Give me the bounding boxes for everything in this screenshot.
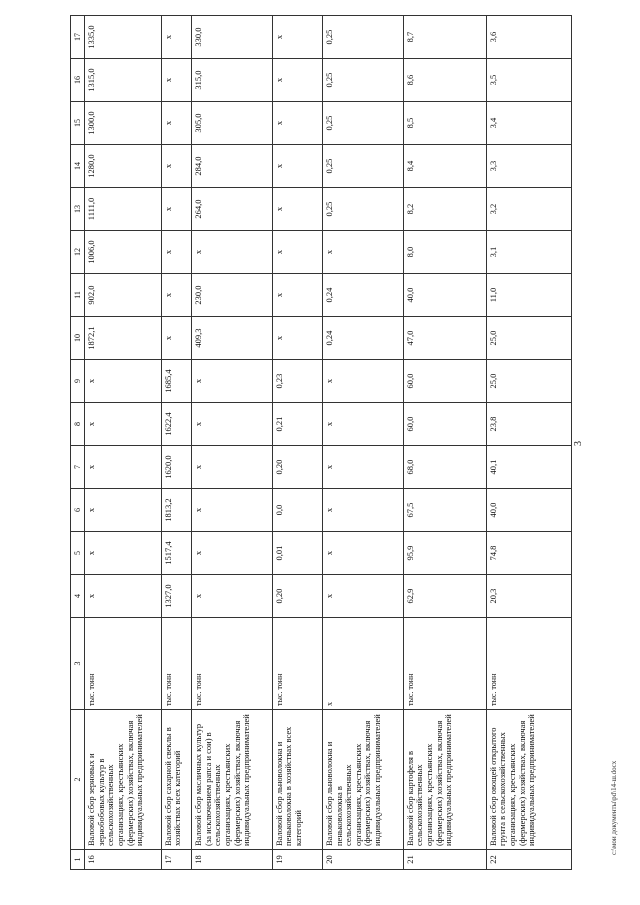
value-cell: x xyxy=(161,16,192,59)
value-cell: x xyxy=(161,145,192,188)
unit-cell: тыс. тонн xyxy=(272,618,322,710)
row-number: 17 xyxy=(161,850,192,870)
column-number-row xyxy=(71,16,85,870)
value-cell: x xyxy=(272,59,322,102)
column-number: 10 xyxy=(71,317,85,360)
unit-cell: тыс. тонн xyxy=(85,618,161,710)
value-cell: x xyxy=(323,489,404,532)
table-row xyxy=(272,16,322,870)
value-cell: x xyxy=(85,489,161,532)
value-cell: x xyxy=(272,145,322,188)
value-cell: x xyxy=(272,188,322,231)
unit-cell: тыс. тонн xyxy=(161,618,192,710)
column-number: 11 xyxy=(71,274,85,317)
value-cell: 40,1 xyxy=(486,446,571,489)
value-cell: 3,3 xyxy=(486,145,571,188)
value-cell: 20,3 xyxy=(486,575,571,618)
value-cell: 47,0 xyxy=(403,317,486,360)
value-cell: 40,0 xyxy=(403,274,486,317)
column-number: 14 xyxy=(71,145,85,188)
value-cell: 0,23 xyxy=(272,360,322,403)
value-cell: 8,4 xyxy=(403,145,486,188)
value-cell: x xyxy=(161,59,192,102)
value-cell: 1327,0 xyxy=(161,575,192,618)
value-cell: x xyxy=(272,231,322,274)
value-cell: 8,2 xyxy=(403,188,486,231)
value-cell: 68,0 xyxy=(403,446,486,489)
indicator-name: Валовой сбор картофеля в сельскохозяйственных организациях, крестьянских (фермерских) хозяйствах, включая индивидуальных предпринимателей xyxy=(403,710,486,850)
value-cell: 40,0 xyxy=(486,489,571,532)
value-cell: 3,5 xyxy=(486,59,571,102)
value-cell: 305,0 xyxy=(192,102,273,145)
file-path-footer: c:\мои документы\pd\14-ш.docx xyxy=(610,760,618,855)
row-number: 22 xyxy=(486,850,571,870)
value-cell: 1315,0 xyxy=(85,59,161,102)
value-cell: 1872,1 xyxy=(85,317,161,360)
column-number: 1 xyxy=(71,850,85,870)
value-cell: 8,5 xyxy=(403,102,486,145)
value-cell: 67,5 xyxy=(403,489,486,532)
value-cell: 1517,4 xyxy=(161,532,192,575)
column-number: 9 xyxy=(71,360,85,403)
column-number: 5 xyxy=(71,532,85,575)
indicator-name: Валовой сбор сахарной свеклы в хозяйствах всех категорий xyxy=(161,710,192,850)
rotated-table-container xyxy=(70,25,572,870)
value-cell: x xyxy=(161,102,192,145)
column-number: 16 xyxy=(71,59,85,102)
indicator-name: Валовой сбор масличных культур (за исключением рапса и сои) в сельскохозяйственных организациях, крестьянских (фермерских) хозяйствах, включая индивидуальных предпринимателей xyxy=(192,710,273,850)
value-cell: 25,0 xyxy=(486,360,571,403)
value-cell: x xyxy=(272,317,322,360)
value-cell: 95,9 xyxy=(403,532,486,575)
value-cell: x xyxy=(192,360,273,403)
value-cell: x xyxy=(323,403,404,446)
value-cell: 8,6 xyxy=(403,59,486,102)
unit-cell: тыс. тонн xyxy=(403,618,486,710)
column-number: 12 xyxy=(71,231,85,274)
value-cell: 0,20 xyxy=(272,575,322,618)
indicator-name: Валовой сбор овощей открытого грунта в сельскохозяйственных организациях, крестьянских (фермерских) хозяйствах, включая индивидуальных предпринимателей xyxy=(486,710,571,850)
value-cell: 0,25 xyxy=(323,59,404,102)
column-number: 2 xyxy=(71,710,85,850)
table-row xyxy=(85,16,161,870)
table-row xyxy=(192,16,273,870)
value-cell: 0,25 xyxy=(323,16,404,59)
table-row xyxy=(486,16,571,870)
value-cell: x xyxy=(85,532,161,575)
value-cell: 0,24 xyxy=(323,317,404,360)
value-cell: 3,6 xyxy=(486,16,571,59)
value-cell: 3,2 xyxy=(486,188,571,231)
column-number: 3 xyxy=(71,618,85,710)
row-number: 20 xyxy=(323,850,404,870)
value-cell: x xyxy=(161,188,192,231)
value-cell: 1111,0 xyxy=(85,188,161,231)
row-number: 16 xyxy=(85,850,161,870)
value-cell: 0,24 xyxy=(323,274,404,317)
value-cell: 3,4 xyxy=(486,102,571,145)
row-number: 21 xyxy=(403,850,486,870)
value-cell: 330,0 xyxy=(192,16,273,59)
value-cell: x xyxy=(161,231,192,274)
value-cell: x xyxy=(192,446,273,489)
value-cell: x xyxy=(192,532,273,575)
value-cell: 60,0 xyxy=(403,360,486,403)
value-cell: 25,0 xyxy=(486,317,571,360)
value-cell: 1685,4 xyxy=(161,360,192,403)
column-number: 17 xyxy=(71,16,85,59)
data-table xyxy=(70,15,572,870)
value-cell: 0,01 xyxy=(272,532,322,575)
value-cell: 1006,0 xyxy=(85,231,161,274)
table-row xyxy=(323,16,404,870)
column-number: 15 xyxy=(71,102,85,145)
value-cell: 1813,2 xyxy=(161,489,192,532)
value-cell: 230,0 xyxy=(192,274,273,317)
column-number: 4 xyxy=(71,575,85,618)
value-cell: x xyxy=(323,446,404,489)
value-cell: x xyxy=(161,274,192,317)
value-cell: 1620,0 xyxy=(161,446,192,489)
value-cell: x xyxy=(192,575,273,618)
value-cell: x xyxy=(272,16,322,59)
value-cell: 0,25 xyxy=(323,102,404,145)
value-cell: x xyxy=(192,231,273,274)
value-cell: 0,25 xyxy=(323,145,404,188)
value-cell: x xyxy=(161,317,192,360)
value-cell: 264,0 xyxy=(192,188,273,231)
value-cell: x xyxy=(272,274,322,317)
unit-cell: x xyxy=(323,618,404,710)
value-cell: 23,8 xyxy=(486,403,571,446)
value-cell: 1622,4 xyxy=(161,403,192,446)
value-cell: 1335,0 xyxy=(85,16,161,59)
value-cell: 11,0 xyxy=(486,274,571,317)
value-cell: 0,20 xyxy=(272,446,322,489)
value-cell: 409,3 xyxy=(192,317,273,360)
table-row xyxy=(161,16,192,870)
value-cell: x xyxy=(85,360,161,403)
indicator-name: Валовой сбор льноволокна и пеньковолокна в хозяйствах всех категорий xyxy=(272,710,322,850)
value-cell: 1280,0 xyxy=(85,145,161,188)
column-number: 8 xyxy=(71,403,85,446)
unit-cell: тыс. тонн xyxy=(486,618,571,710)
value-cell: 60,0 xyxy=(403,403,486,446)
value-cell: 1300,0 xyxy=(85,102,161,145)
indicator-name: Валовой сбор зерновых и зернобобовых культур в сельскохозяйственных организациях, крестьянских (фермерских) хозяйствах, включая индивидуальных предпринимателей xyxy=(85,710,161,850)
value-cell: x xyxy=(85,403,161,446)
value-cell: 315,0 xyxy=(192,59,273,102)
unit-cell: тыс. тонн xyxy=(192,618,273,710)
table-row xyxy=(403,16,486,870)
value-cell: x xyxy=(272,102,322,145)
value-cell: 0,25 xyxy=(323,188,404,231)
column-number: 13 xyxy=(71,188,85,231)
value-cell: 8,7 xyxy=(403,16,486,59)
value-cell: x xyxy=(323,231,404,274)
value-cell: x xyxy=(323,575,404,618)
value-cell: x xyxy=(192,489,273,532)
row-number: 19 xyxy=(272,850,322,870)
value-cell: 0,21 xyxy=(272,403,322,446)
column-number: 6 xyxy=(71,489,85,532)
value-cell: x xyxy=(85,575,161,618)
value-cell: 284,0 xyxy=(192,145,273,188)
indicator-name: Валовой сбор льноволокна и пеньковолокна в сельскохозяйственных организациях, крестьянских (фермерских) хозяйствах, включая индивидуальных предпринимателей xyxy=(323,710,404,850)
value-cell: x xyxy=(192,403,273,446)
page-number: 3 xyxy=(573,441,584,446)
row-number: 18 xyxy=(192,850,273,870)
value-cell: x xyxy=(323,360,404,403)
value-cell: 62,9 xyxy=(403,575,486,618)
value-cell: 8,0 xyxy=(403,231,486,274)
value-cell: 0,0 xyxy=(272,489,322,532)
value-cell: 3,1 xyxy=(486,231,571,274)
value-cell: x xyxy=(323,532,404,575)
value-cell: x xyxy=(85,446,161,489)
column-number: 7 xyxy=(71,446,85,489)
value-cell: 902,0 xyxy=(85,274,161,317)
value-cell: 74,8 xyxy=(486,532,571,575)
table-body xyxy=(71,16,572,870)
